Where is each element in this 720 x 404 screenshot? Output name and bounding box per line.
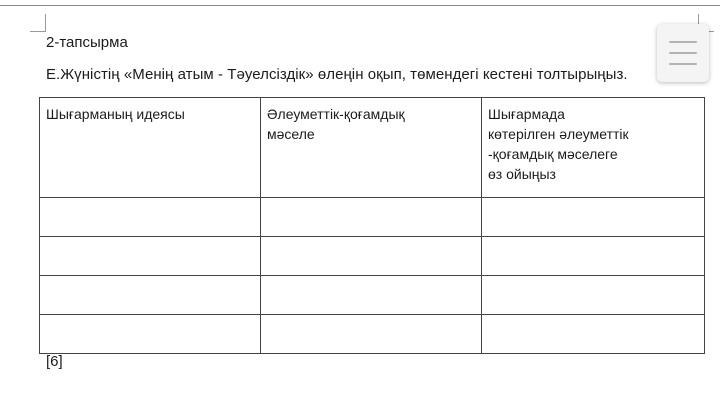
answer-cell[interactable] bbox=[482, 276, 705, 315]
table-row bbox=[40, 315, 705, 354]
page-top-border bbox=[0, 5, 720, 6]
header-cell-idea bbox=[40, 98, 261, 198]
crop-mark-left-horizontal bbox=[30, 31, 46, 32]
answer-cell[interactable] bbox=[40, 276, 261, 315]
answer-cell[interactable] bbox=[40, 315, 261, 354]
table-header-row bbox=[40, 98, 705, 198]
table-row bbox=[40, 276, 705, 315]
answer-cell[interactable] bbox=[261, 237, 482, 276]
header-social-issue-label: Әлеуметтік-қоғамдық мәселе bbox=[267, 106, 405, 142]
header-cell-social-issue bbox=[261, 98, 482, 198]
hamburger-menu-icon bbox=[669, 41, 697, 43]
hamburger-menu-icon-bar-3 bbox=[669, 63, 697, 65]
header-idea-label: Шығарманың идеясы bbox=[46, 106, 185, 122]
answer-cell[interactable] bbox=[261, 276, 482, 315]
menu-button[interactable] bbox=[657, 24, 709, 82]
answer-cell[interactable] bbox=[261, 198, 482, 237]
header-cell-opinion bbox=[482, 98, 705, 198]
header-opinion-label: Шығармада көтерілген әлеуметтік -қоғамдық мәселеге өз ойыңыз bbox=[488, 106, 629, 182]
hamburger-menu-icon-bar-2 bbox=[669, 52, 697, 54]
answer-cell[interactable] bbox=[40, 237, 261, 276]
task-heading: 2-тапсырма bbox=[46, 34, 128, 51]
table-row bbox=[40, 237, 705, 276]
answer-cell[interactable] bbox=[482, 237, 705, 276]
answer-cell[interactable] bbox=[261, 315, 482, 354]
crop-mark-left bbox=[45, 14, 46, 32]
answer-cell[interactable] bbox=[40, 198, 261, 237]
answer-cell[interactable] bbox=[482, 198, 705, 237]
table-row bbox=[40, 198, 705, 237]
score-label: [6] bbox=[46, 353, 63, 370]
task-instruction: Е.Жүністің «Менің атым - Тәуелсіздік» өлеңін оқып, төмендегі кестені толтырыңыз. bbox=[46, 66, 628, 83]
answer-table bbox=[39, 97, 705, 354]
answer-cell[interactable] bbox=[482, 315, 705, 354]
